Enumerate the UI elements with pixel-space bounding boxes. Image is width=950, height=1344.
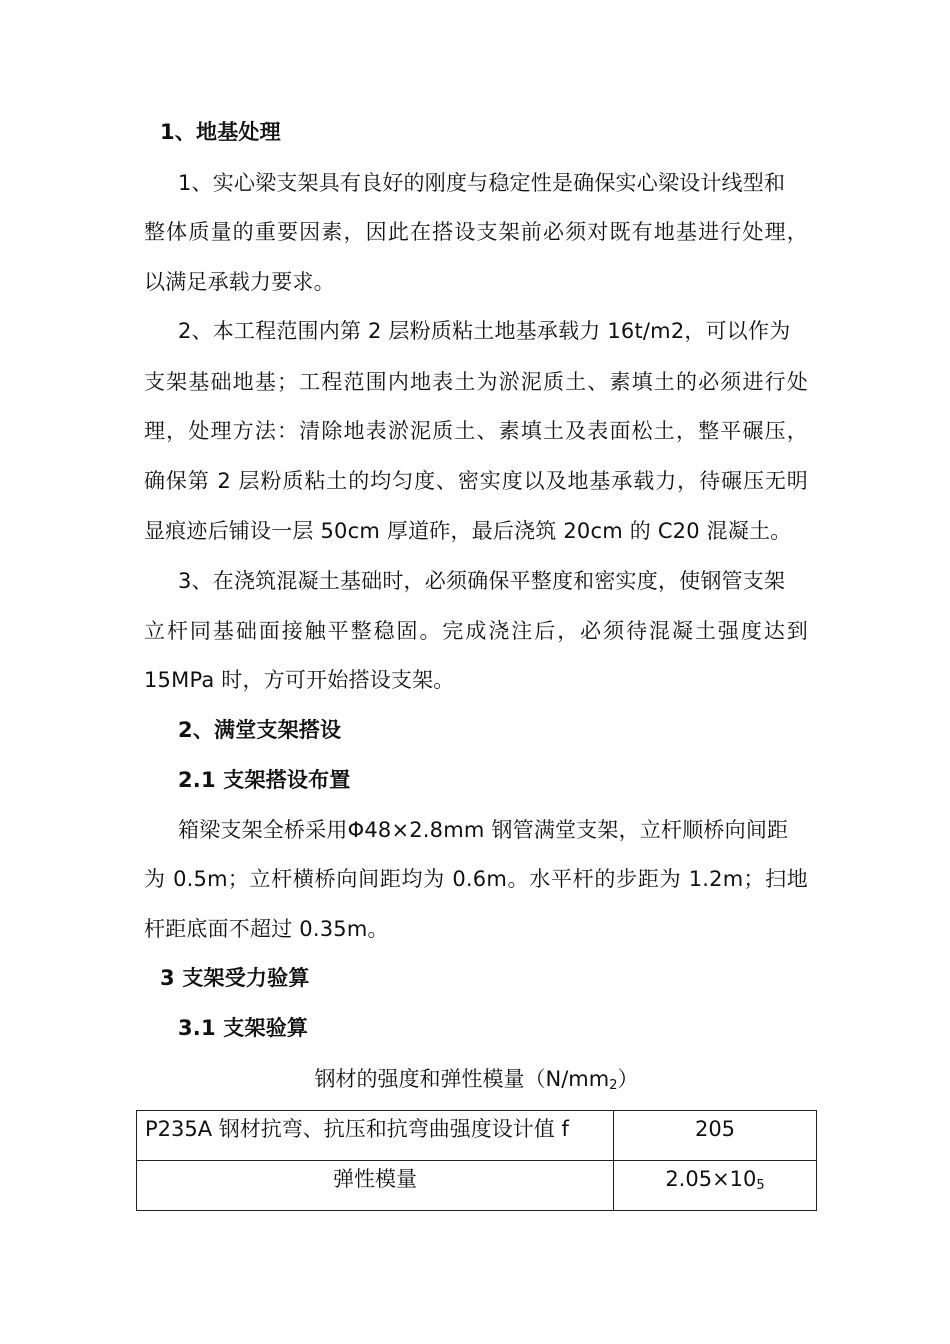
paragraph-line: 显痕迹后铺设一层 50cm 厚道砟，最后浇筑 20cm 的 C20 混凝土。 — [144, 519, 792, 543]
table-caption-subscript: 2 — [609, 1078, 618, 1093]
paragraph-line: 为 0.5m；立杆横桥向间距均为 0.6m。水平杆的步距为 1.2m；扫地 — [144, 867, 808, 891]
table-row — [137, 1161, 817, 1211]
paragraph-line: 确保第 2 层粉质粘土的均匀度、密实度以及地基承载力，待碾压无明 — [144, 469, 808, 493]
table-caption-end: ） — [617, 1067, 639, 1091]
table-cell-label: 弹性模量 — [137, 1161, 614, 1211]
paragraph-line: 2、本工程范围内第 2 层粉质粘土地基承载力 16t/m2，可以作为 — [178, 319, 791, 343]
section-heading-1: 1、地基处理 — [160, 120, 281, 144]
paragraph-line: 箱梁支架全桥采用Φ48×2.8mm 钢管满堂支架，立杆顺桥向间距 — [178, 818, 789, 842]
value-main: 2.05×10 — [665, 1167, 757, 1191]
paragraph-line: 整体质量的重要因素，因此在搭设支架前必须对既有地基进行处理， — [144, 220, 808, 244]
table-cell-value — [614, 1161, 817, 1211]
paragraph-line: 15MPa 时，方可开始搭设支架。 — [144, 668, 455, 692]
paragraph-line: 理，处理方法：清除地表淤泥质土、素填土及表面松土，整平碾压， — [144, 419, 808, 443]
paragraph-line: 1、实心梁支架具有良好的刚度与稳定性是确保实心梁设计线型和 — [178, 171, 786, 195]
steel-properties-table — [136, 1110, 817, 1211]
paragraph-line: 杆距底面不超过 0.35m。 — [144, 917, 389, 941]
paragraph-line: 以满足承载力要求。 — [144, 270, 335, 294]
table-caption-text: 钢材的强度和弹性模量（N/mm — [314, 1067, 610, 1091]
table-cell-value: 205 — [614, 1111, 817, 1161]
paragraph-line: 3、在浇筑混凝土基础时，必须确保平整度和密实度，使钢管支架 — [178, 569, 786, 593]
table-caption — [136, 1064, 817, 1101]
paragraph-line: 立杆同基础面接触平整稳固。完成浇注后，必须待混凝土强度达到 — [144, 619, 808, 643]
section-heading-3-1: 3.1 支架验算 — [178, 1016, 309, 1040]
value-subscript: 5 — [756, 1178, 765, 1193]
section-heading-2: 2、满堂支架搭设 — [178, 718, 342, 742]
section-heading-3: 3 支架受力验算 — [160, 966, 310, 990]
paragraph-line: 支架基础地基；工程范围内地表土为淤泥质土、素填土的必须进行处 — [144, 370, 808, 394]
section-heading-2-1: 2.1 支架搭设布置 — [178, 768, 351, 792]
table-cell-label: P235A 钢材抗弯、抗压和抗弯曲强度设计值 f — [137, 1111, 614, 1161]
table-row — [137, 1111, 817, 1161]
